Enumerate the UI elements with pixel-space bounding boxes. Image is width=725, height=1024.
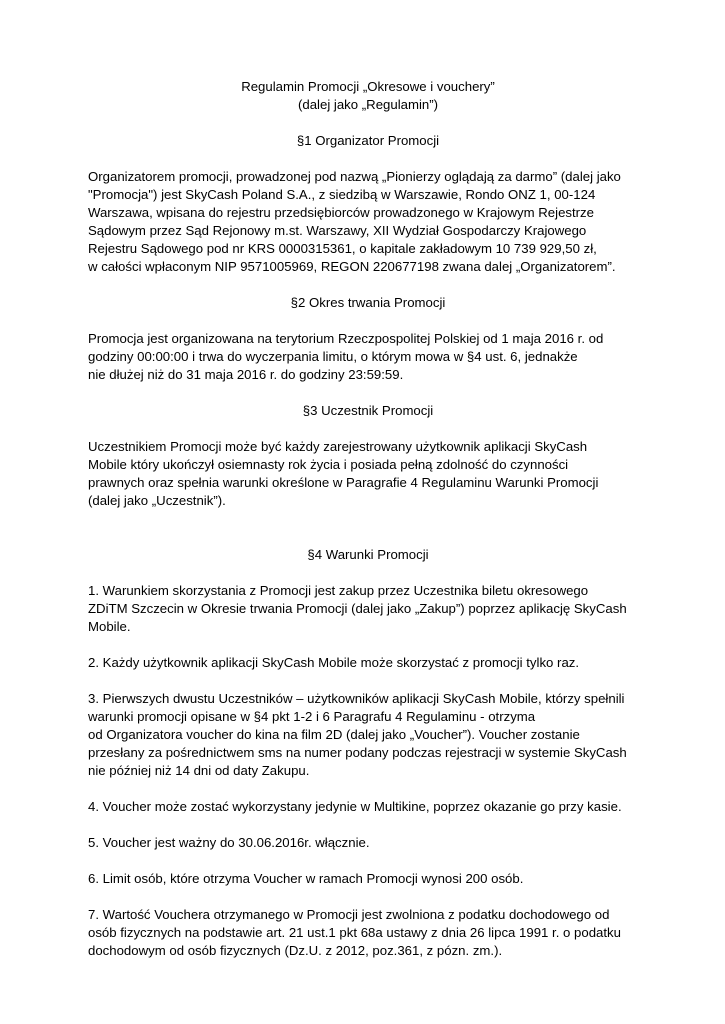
paragraph-line: 3. Pierwszych dwustu Uczestników – użytkowników aplikacji SkyCash Mobile, którzy spełnili bbox=[88, 691, 625, 706]
section-4-point-4 bbox=[88, 798, 648, 816]
paragraph-line: 2. Każdy użytkownik aplikacji SkyCash Mobile może skorzystać z promocji tylko raz. bbox=[88, 655, 580, 670]
section-4-heading: §4 Warunki Promocji bbox=[307, 547, 429, 562]
paragraph-line: ZDiTM Szczecin w Okresie trwania Promocji (dalej jako „Zakup”) poprzez aplikację SkyCash bbox=[88, 601, 627, 616]
paragraph-line: Sądowym przez Sąd Rejonowy m.st. Warszawy, XII Wydział Gospodarczy Krajowego bbox=[88, 223, 587, 238]
paragraph-line: 7. Wartość Vouchera otrzymanego w Promocji jest zwolniona z podatku dochodowego od bbox=[88, 907, 610, 922]
paragraph-line: dochodowym od osób fizycznych (Dz.U. z 2012, poz.361, z pózn. zm.). bbox=[88, 943, 503, 958]
paragraph-line: osób fizycznych na podstawie art. 21 ust.1 pkt 68a ustawy z dnia 26 lipca 1991 r. o podatku bbox=[88, 925, 621, 940]
paragraph-line: 1. Warunkiem skorzystania z Promocji jest zakup przez Uczestnika biletu okresowego bbox=[88, 583, 589, 598]
paragraph-line: 4. Voucher może zostać wykorzystany jedynie w Multikine, poprzez okazanie go przy kasie. bbox=[88, 799, 622, 814]
paragraph-line: przesłany za pośrednictwem sms na numer podany podczas rejestracji w systemie SkyCash bbox=[88, 745, 627, 760]
paragraph-line: Organizatorem promocji, prowadzonej pod nazwą „Pionierzy oglądają za darmo” (dalej jako bbox=[88, 169, 621, 184]
section-4-point-1 bbox=[88, 582, 648, 636]
document-page bbox=[88, 78, 648, 960]
section-4-point-5 bbox=[88, 834, 648, 852]
section-1-heading: §1 Organizator Promocji bbox=[296, 133, 440, 148]
paragraph-line: warunki promocji opisane w §4 pkt 1-2 i 6 Paragrafu 4 Regulaminu - otrzyma bbox=[88, 709, 536, 724]
paragraph-line: Uczestnikiem Promocji może być każdy zarejestrowany użytkownik aplikacji SkyCash bbox=[88, 439, 588, 454]
section-4-point-7 bbox=[88, 906, 648, 960]
section-3-heading: §3 Uczestnik Promocji bbox=[302, 403, 434, 418]
section-4-point-2 bbox=[88, 654, 648, 672]
paragraph-line: 5. Voucher jest ważny do 30.06.2016r. włącznie. bbox=[88, 835, 370, 850]
paragraph-line: "Promocja") jest SkyCash Poland S.A., z siedzibą w Warszawie, Rondo ONZ 1, 00-124 bbox=[88, 187, 596, 202]
section-4-point-3 bbox=[88, 690, 648, 780]
paragraph-line: Mobile który ukończył osiemnasty rok życia i posiada pełną zdolność do czynności bbox=[88, 457, 569, 472]
paragraph-line: godziny 00:00:00 i trwa do wyczerpania limitu, o którym mowa w §4 ust. 6, jednakże bbox=[88, 349, 578, 364]
paragraph-line: Mobile. bbox=[88, 619, 131, 634]
paragraph-line: (dalej jako „Uczestnik”). bbox=[88, 493, 226, 508]
section-2-paragraph bbox=[88, 330, 648, 384]
paragraph-line: prawnych oraz spełnia warunki określone w Paragrafie 4 Regulaminu Warunki Promocji bbox=[88, 475, 599, 490]
paragraph-line: Warszawa, wpisana do rejestru przedsiębiorców prowadzonego w Krajowym Rejestrze bbox=[88, 205, 594, 220]
paragraph-line: nie dłużej niż do 31 maja 2016 r. do godziny 23:59:59. bbox=[88, 367, 404, 382]
paragraph-line: Rejestru Sądowego pod nr KRS 0000315361, o kapitale zakładowym 10 739 929,50 zł, bbox=[88, 241, 597, 256]
document-subtitle: (dalej jako „Regulamin”) bbox=[298, 97, 438, 112]
section-4-point-6 bbox=[88, 870, 648, 888]
section-3-paragraph bbox=[88, 438, 648, 510]
paragraph-line: nie później niż 14 dni od daty Zakupu. bbox=[88, 763, 310, 778]
paragraph-line: od Organizatora voucher do kina na film 2D (dalej jako „Voucher”). Voucher zostanie bbox=[88, 727, 580, 742]
section-1-paragraph bbox=[88, 168, 648, 276]
section-2-heading: §2 Okres trwania Promocji bbox=[290, 295, 446, 310]
paragraph-line: 6. Limit osób, które otrzyma Voucher w ramach Promocji wynosi 200 osób. bbox=[88, 871, 524, 886]
document-title: Regulamin Promocji „Okresowe i vouchery” bbox=[241, 79, 495, 94]
paragraph-line: w całości wpłaconym NIP 9571005969, REGON 220677198 zwana dalej „Organizatorem”. bbox=[88, 259, 616, 274]
paragraph-line: Promocja jest organizowana na terytorium Rzeczpospolitej Polskiej od 1 maja 2016 r. od bbox=[88, 331, 604, 346]
